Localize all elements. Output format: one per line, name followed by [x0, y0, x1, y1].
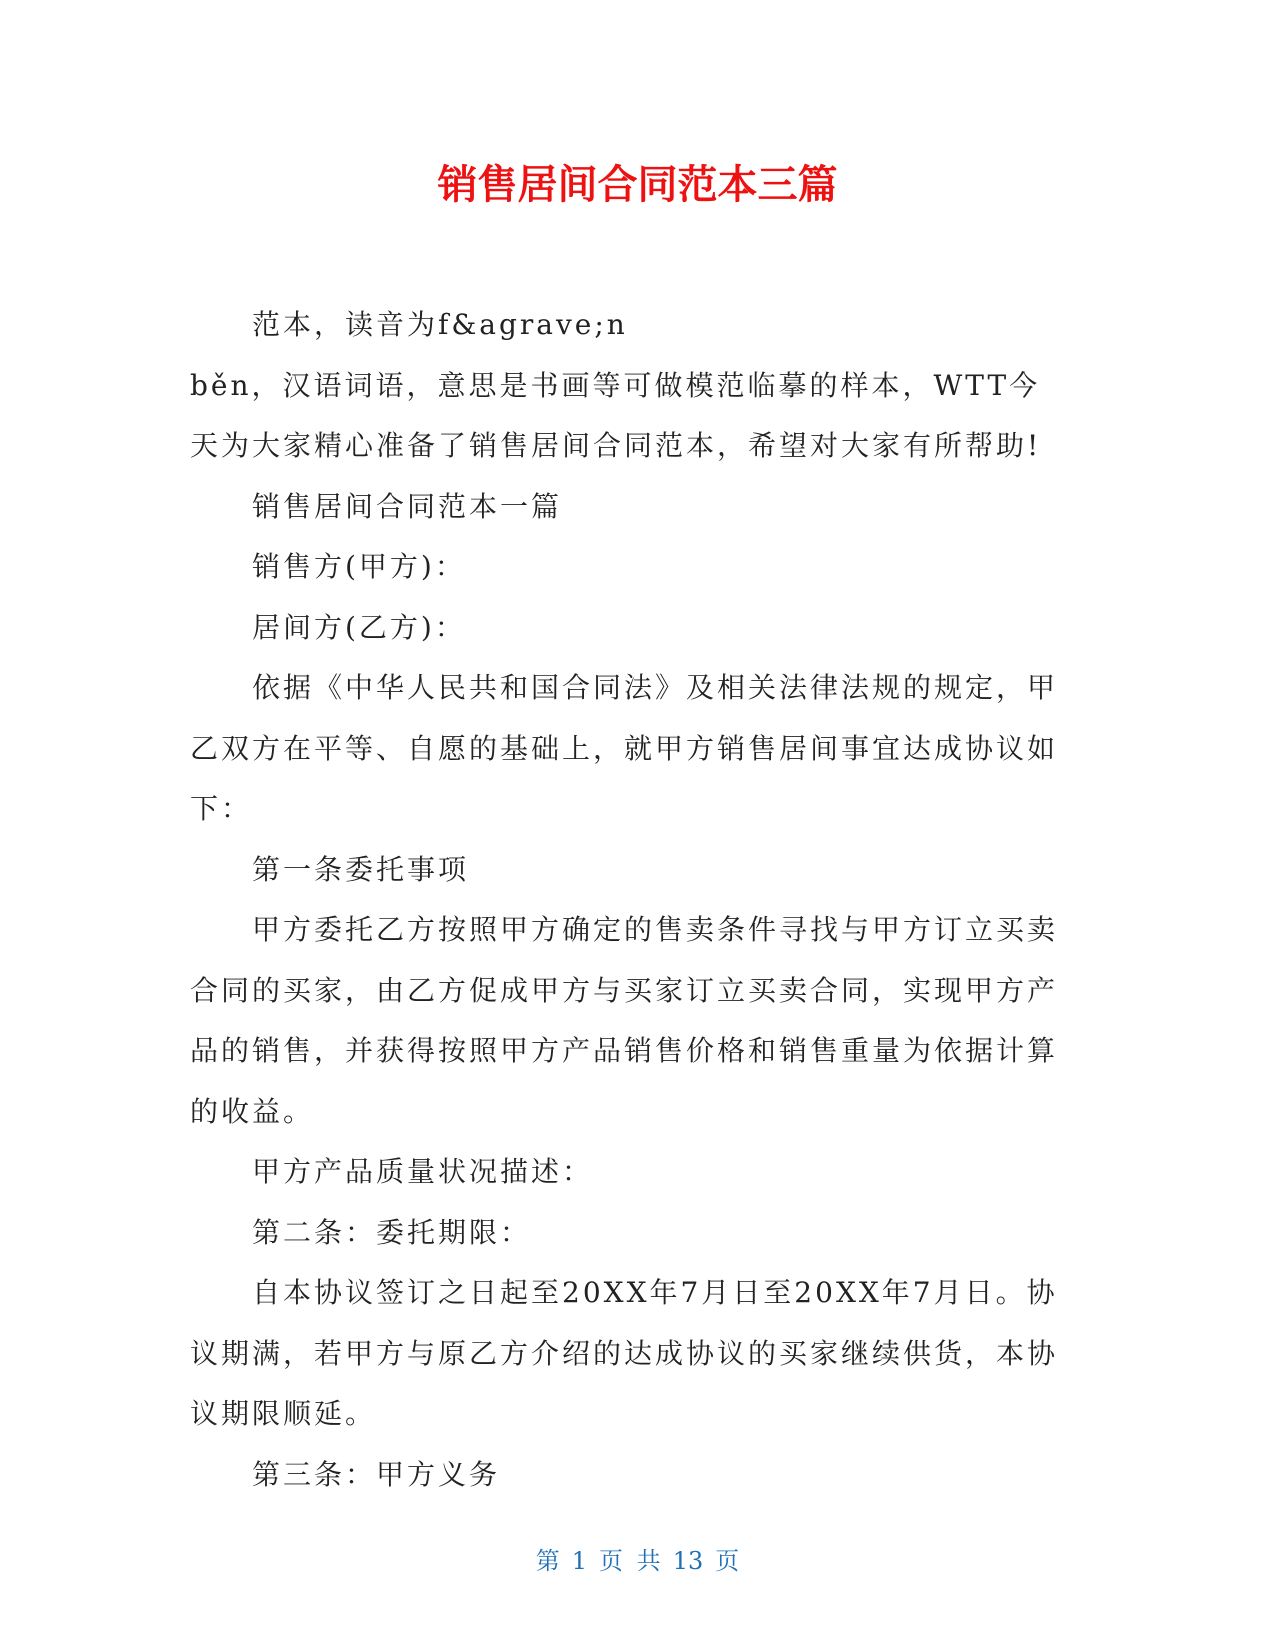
paragraph: 甲方产品质量状况描述： — [252, 1155, 594, 1188]
footer-label-pages: 页 — [715, 1547, 740, 1575]
page-footer — [0, 1545, 1275, 1577]
footer-label-page: 第 — [535, 1547, 560, 1575]
clause-heading: 第一条委托事项 — [252, 852, 470, 886]
document-title: 销售居间合同范本三篇 — [437, 162, 838, 208]
clause-heading: 第三条：甲方义务 — [252, 1457, 501, 1491]
paragraph: 范本，读音为f&agrave;n — [252, 308, 628, 341]
party-a-label: 销售方(甲方)： — [252, 550, 466, 583]
section-heading: 销售居间合同范本一篇 — [252, 489, 563, 523]
paragraph: běn，汉语词语，意思是书画等可做模范临摹的样本，WTT今天为大家精心准备了销售居间合同范本，希望对大家有所帮助! — [190, 368, 1042, 462]
footer-label-of: 页 共 — [599, 1547, 661, 1575]
document-body — [190, 295, 1070, 1505]
paragraph: 依据《中华人民共和国合同法》及相关法律法规的规定，甲乙双方在平等、自愿的基础上，就甲方销售居间事宜达成协议如下： — [190, 671, 1059, 825]
footer-total-pages: 13 — [672, 1547, 704, 1575]
clause-heading: 第二条：委托期限： — [252, 1215, 532, 1249]
paragraph: 自本协议签订之日起至20XX年7月日至20XX年7月日。协议期满，若甲方与原乙方介绍的达成协议的买家继续供货，本协议期限顺延。 — [190, 1276, 1059, 1430]
party-b-label: 居间方(乙方)： — [252, 610, 466, 644]
footer-current-page: 1 — [571, 1547, 588, 1575]
paragraph: 甲方委托乙方按照甲方确定的售卖条件寻找与甲方订立买卖合同的买家，由乙方促成甲方与买家订立买卖合同，实现甲方产品的销售，并获得按照甲方产品销售价格和销售重量为依据计算的收益。 — [190, 913, 1059, 1128]
